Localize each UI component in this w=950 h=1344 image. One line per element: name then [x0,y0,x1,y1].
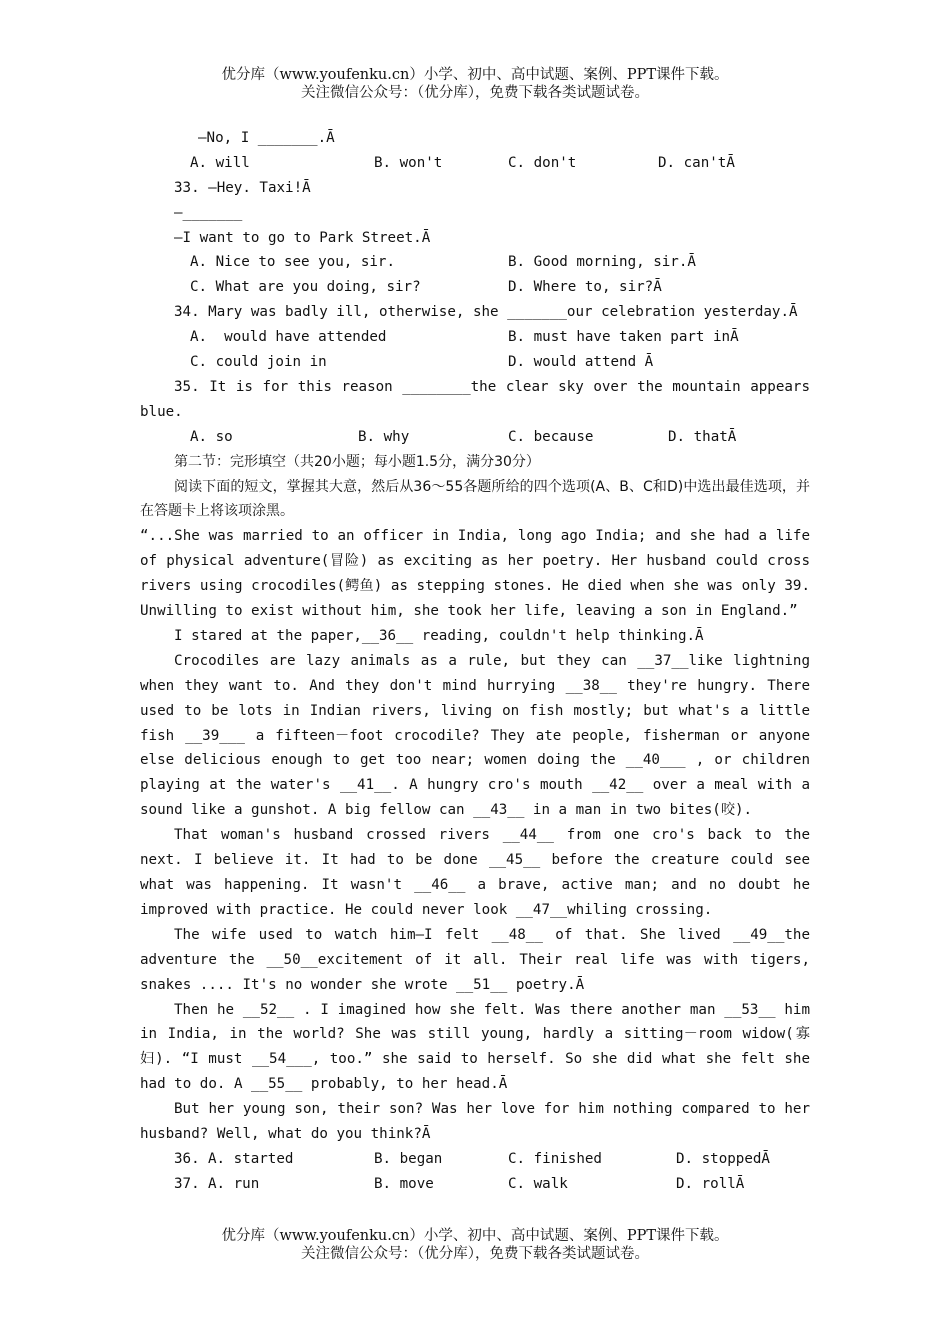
q32-prompt: —No, I _______.Ā [198,130,335,146]
header-line-1: 优分库（www.youfenku.cn）小学、初中、高中试题、案例、PPT课件下载。 [221,67,729,83]
q32-option-b: B. won't [374,154,443,171]
exam-content [140,126,810,1197]
q36-option-c: C. finished [508,1150,602,1167]
passage-paragraph-7: But her young son, their son? Was her love for him nothing compared to her husband? Well, what do you think?Ā [140,1101,810,1143]
q37-option-c: C. walk [508,1175,568,1192]
footer-line-2: 关注微信公众号：（优分库），免费下载各类试题试卷。 [301,1246,649,1262]
q33-option-d: D. Where to, sir?Ā [508,279,662,296]
passage-paragraph-4: That woman's husband crossed rivers __44__ from one cro's back to the next. I believe it. It had to be done __45__ before the creature could see what was happening. It wasn't __46__ a brave, active man; and no doubt he improved with practice. He could never look __47__whiling crossing. [140,827,810,918]
passage-paragraph-1: “...She was married to an officer in India, long ago India; and she had a life of physical adventure(冒险) as exciting as her poetry. Her husband could cross rivers using crocodiles(鳄鱼) as stepping stones. He died when she was only 39. Unwilling to exist without him, she took her life, leaving a son in England.” [140,528,810,620]
page-footer [0,1227,950,1263]
q37-option-d: D. rollĀ [676,1175,745,1192]
q33-reply: —I want to go to Park Street.Ā [174,229,431,246]
passage-paragraph-5: The wife used to watch him—I felt __48__ of that. She lived __49__the adventure the __50__excitement of it all. Their real life was with tigers, snakes .... It's no wonder she wrote __51__ poetry.Ā [140,926,810,993]
q35-option-c: C. because [508,428,594,445]
q34-option-b: B. must have taken part inĀ [508,329,739,346]
passage-paragraph-2: I stared at the paper,__36__ reading, couldn't help thinking.Ā [174,627,704,644]
section-title: 第二节：完形填空（共20小题；每小题1.5分，满分30分） [174,453,540,470]
q32-blank: _______ [257,130,318,146]
q35-prompt: 35. It is for this reason ________the clear sky over the mountain appears blue. [140,378,810,420]
q32-option-a: A. will [190,154,250,171]
q35-option-a: A. so [190,428,233,445]
q35-option-b: B. why [358,428,410,445]
q34-option-d: D. would attend Ā [508,354,654,371]
q36-option-a: A. started [208,1150,294,1167]
q36-option-b: B. began [374,1150,443,1167]
q36-option-d: D. stoppedĀ [676,1150,770,1167]
q34-options-row-1 [140,325,810,350]
q33-options-row-2 [140,275,810,300]
q35-option-d: D. thatĀ [668,428,737,445]
q37-options [140,1172,810,1197]
passage-paragraph-3: Crocodiles are lazy animals as a rule, but they can __37__like lightning when they want to. And they don't mind hurrying __38__ they're hungry. There used to be lots in Indian rivers, living on fish mostly; but what's a little fish __39___ a fifteen－foot crocodile? They ate people, fisherman or anyone else delicious enough to get too near; women doing the __40___ , or children playing at the water's __41__. A hungry cro's mouth __42__ over a meal with a sound like a gunshot. A big fellow can __43__ in a man in two bites(咬). [140,652,810,819]
section-instruction: 阅读下面的短文，掌握其大意，然后从36～55各题所给的四个选项(A、B、C和D)中选出最佳选项，并在答题卡上将该项涂黑。 [140,478,810,520]
q33-prompt: 33. —Hey. Taxi!Ā [174,179,311,196]
q35-options [140,425,810,450]
q36-number: 36. [174,1150,200,1167]
q34-options-row-2 [140,350,810,375]
q33-blank-line: —_______ [174,204,243,221]
q37-number: 37. [174,1175,200,1192]
q34-option-a: A. would have attended [190,329,387,346]
q34-option-c: C. could join in [190,354,327,371]
q32-option-d: D. can'tĀ [658,154,735,171]
q33-option-c: C. What are you doing, sir? [190,279,421,296]
header-line-2: 关注微信公众号：（优分库），免费下载各类试题试卷。 [301,85,649,101]
q33-blank: _______ [182,204,243,221]
q37-option-b: B. move [374,1175,434,1192]
q32-option-c: C. don't [508,154,577,171]
q33-option-b: B. Good morning, sir.Ā [508,254,696,271]
q34-prompt: 34. Mary was badly ill, otherwise, she _______our celebration yesterday.Ā [174,304,798,321]
q32-options [140,151,810,176]
footer-line-1: 优分库（www.youfenku.cn）小学、初中、高中试题、案例、PPT课件下载。 [221,1228,729,1244]
q36-options [140,1147,810,1172]
page-header [0,66,950,102]
q33-options-row-1 [140,250,810,275]
q37-option-a: A. run [208,1175,260,1192]
q33-option-a: A. Nice to see you, sir. [190,254,395,271]
passage-paragraph-6: Then he __52__ . I imagined how she felt. Was there another man __53__ him in India, in the world? She was still young, hardly a sitting－room widow(寡妇). “I must __54___, too.” she said to herself. So she did what she felt she had to do. A __55__ probably, to her head.Ā [140,1001,810,1093]
